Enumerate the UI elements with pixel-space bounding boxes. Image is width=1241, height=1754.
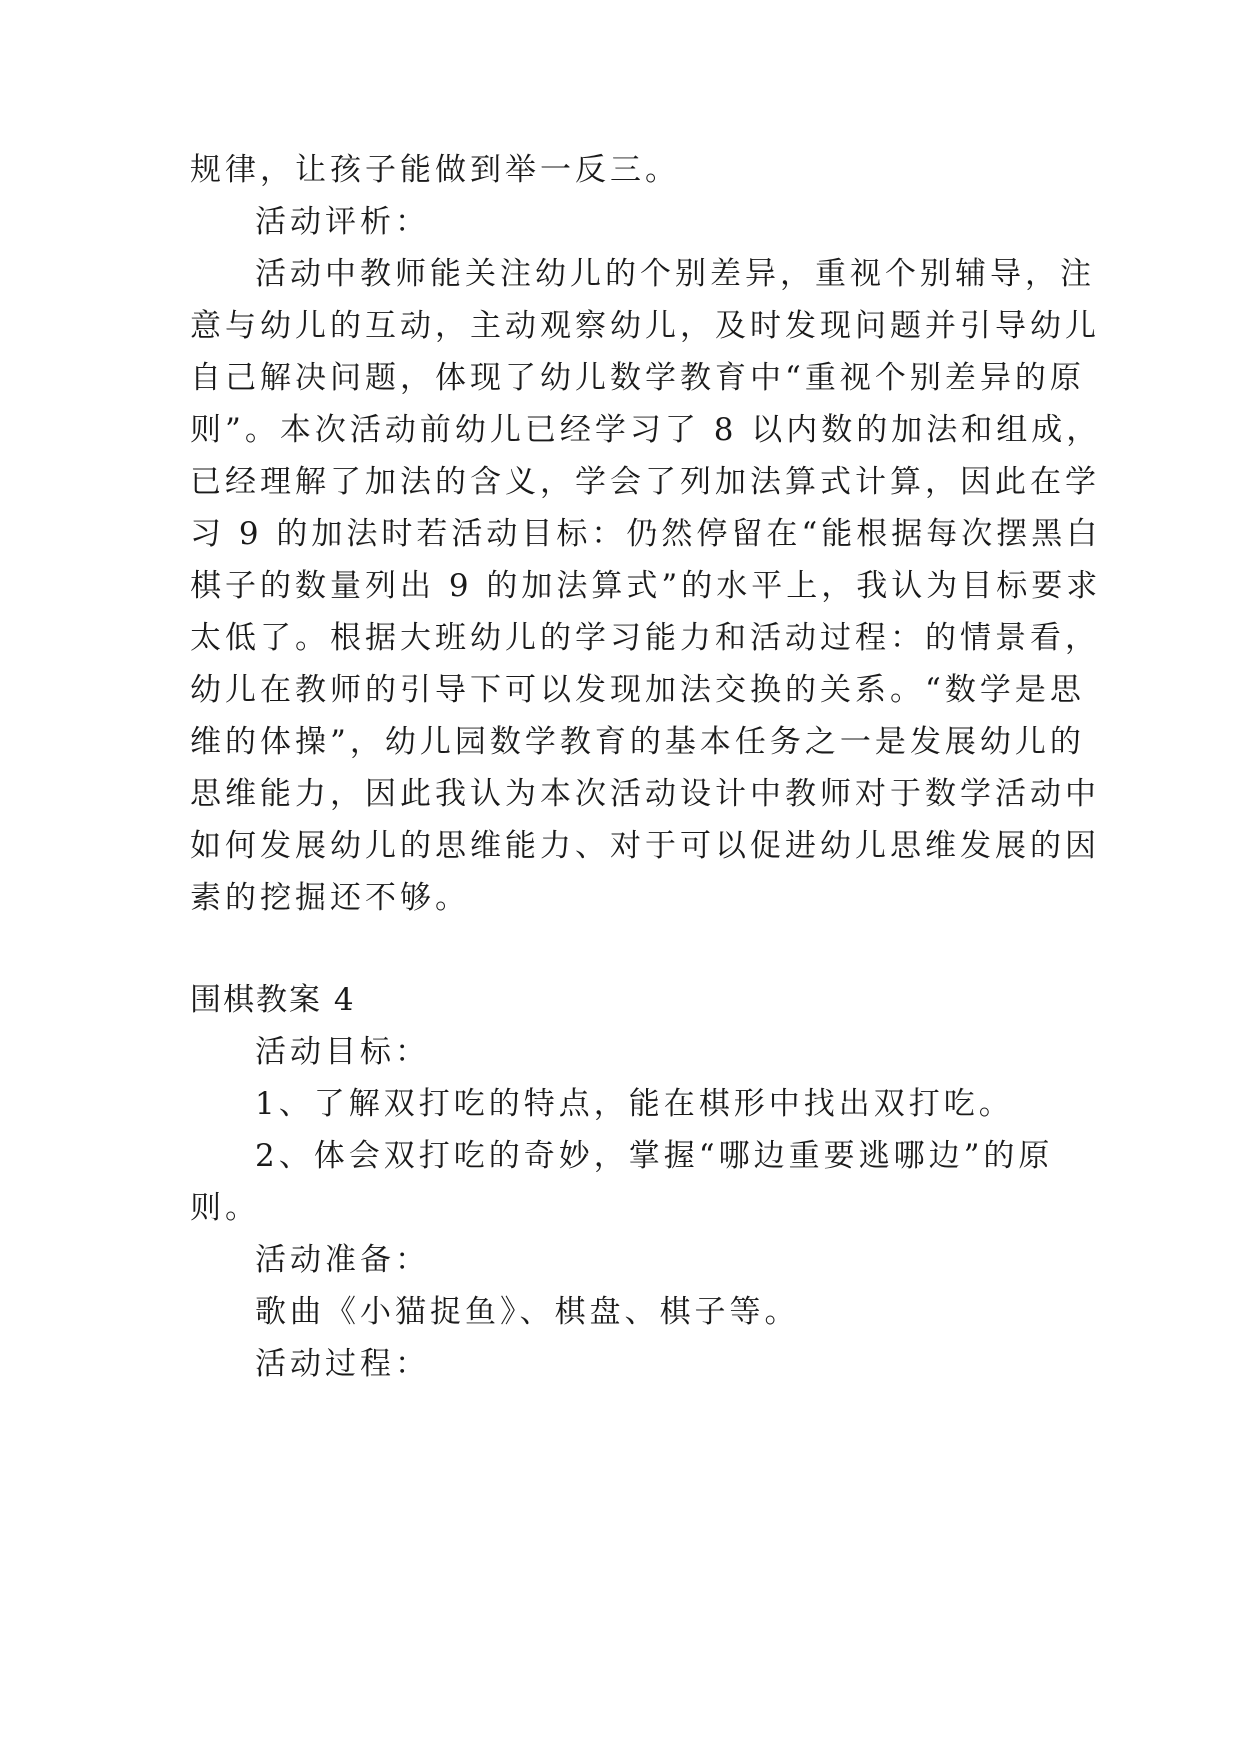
paragraph-line: 素的挖掘还不够。 [190,880,470,916]
paragraph-line: 意与幼儿的互动，主动观察幼儿，及时发现问题并引导幼儿 [190,308,1100,344]
section-heading-activity-process: 活动过程： [255,1346,430,1382]
section-heading-activity-preparation: 活动准备： [255,1242,430,1278]
section-heading-activity-analysis: 活动评析： [255,204,430,240]
list-item: 2、体会双打吃的奇妙，掌握“哪边重要逃哪边”的原 [255,1138,1054,1174]
paragraph-line: 棋子的数量列出 9 的加法算式”的水平上，我认为目标要求 [190,568,1102,604]
paragraph-line: 已经理解了加法的含义，学会了列加法算式计算，因此在学 [190,464,1100,500]
paragraph-line: 规律，让孩子能做到举一反三。 [190,152,680,188]
paragraph-line: 则。 [190,1190,260,1226]
paragraph-line: 习 9 的加法时若活动目标：仍然停留在“能根据每次摆黑白 [190,516,1102,552]
section-title: 围棋教案 4 [190,982,356,1018]
paragraph-line: 太低了。根据大班幼儿的学习能力和活动过程：的情景看， [190,620,1100,656]
paragraph-line: 歌曲《小猫捉鱼》、棋盘、棋子等。 [255,1294,800,1330]
paragraph-line: 自己解决问题，体现了幼儿数学教育中“重视个别差异的原 [190,360,1085,396]
paragraph-line: 如何发展幼儿的思维能力、对于可以促进幼儿思维发展的因 [190,828,1100,864]
list-item: 1、了解双打吃的特点，能在棋形中找出双打吃。 [255,1086,1014,1122]
section-heading-activity-goals: 活动目标： [255,1034,430,1070]
paragraph-line: 则”。本次活动前幼儿已经学习了 8 以内数的加法和组成， [190,412,1102,448]
paragraph-line: 活动中教师能关注幼儿的个别差异，重视个别辅导，注 [255,256,1095,292]
paragraph-line: 思维能力，因此我认为本次活动设计中教师对于数学活动中 [190,776,1100,812]
paragraph-line: 幼儿在教师的引导下可以发现加法交换的关系。“数学是思 [190,672,1085,708]
paragraph-line: 维的体操”，幼儿园数学教育的基本任务之一是发展幼儿的 [190,724,1085,760]
